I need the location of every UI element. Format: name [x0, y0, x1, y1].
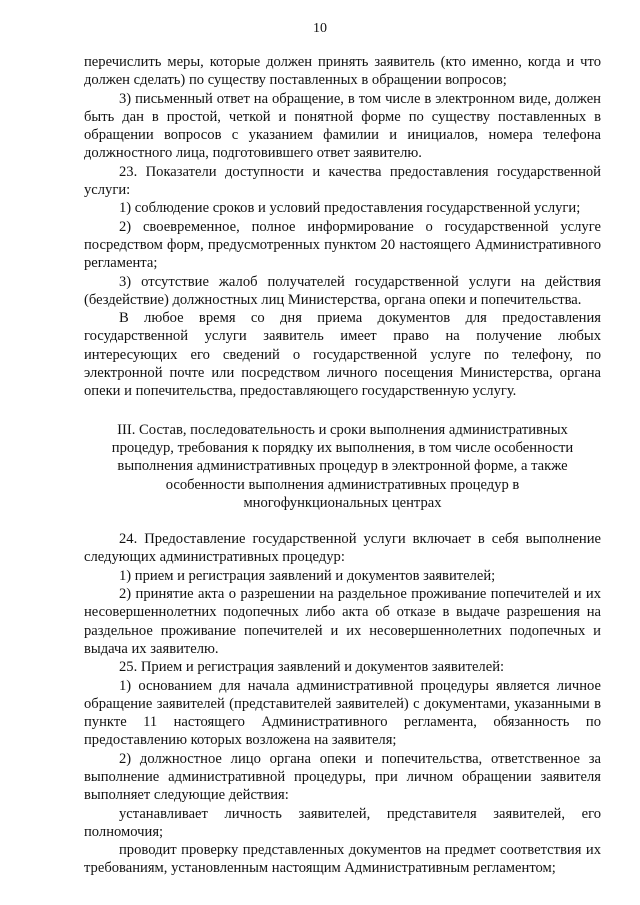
page-number: 10 [313, 21, 327, 36]
paragraph: перечислить меры, которые должен принять заявитель (кто именно, когда и что должен сделать) по существу поставленных в обращении вопросов; [84, 54, 601, 89]
paragraph: 1) соблюдение сроков и условий предоставления государственной услуги; [119, 200, 581, 217]
paragraph: 2) должностное лицо органа опеки и попечительства, ответственное за выполнение административной процедуры, при личном обращении заявителя выполняет следующие действия: [84, 750, 601, 804]
paragraphs-after-section [84, 530, 601, 878]
paragraph: 23. Показатели доступности и качества предоставления государственной услуги: [84, 163, 601, 199]
paragraph: проводит проверку представленных документов на предмет соответствия их требованиям, установленным настоящим Административным регламентом; [84, 842, 601, 877]
paragraph: 3) отсутствие жалоб получателей государственной услуги на действия (бездействие) должностных лиц Министерства, органа опеки и попечительства. [84, 273, 601, 308]
paragraph: устанавливает личность заявителей, представителя заявителей, его полномочия; [84, 805, 601, 840]
document-body [84, 53, 601, 878]
paragraph: 24. Предоставление государственной услуги включает в себя выполнение следующих административных процедур: [84, 531, 601, 566]
section-heading: III. Состав, последовательность и сроки выполнения административных процедур, требования к порядку их выполнения, в том числе особенности выполнения административных процедур в электронной форме, а также особенности выполнения административных процедур в многофункциональных центрах [111, 421, 574, 511]
paragraph: 2) принятие акта о разрешении на раздельное проживание попечителей и их несовершеннолетних подопечных либо акта об отказе в выдаче разрешения на раздельное проживание попечителей и их несовершеннолетних подопечных и выдача их заявителю. [84, 586, 601, 657]
paragraph: 2) своевременное, полное информирование о государственной услуге посредством форм, предусмотренных пунктом 20 настоящего Административного регламента; [84, 218, 601, 272]
paragraph: 1) прием и регистрация заявлений и документов заявителей; [119, 567, 496, 584]
paragraph: 1) основанием для начала административной процедуры является личное обращение заявителей (представителей заявителей) с документами, указанными в пункте 11 настоящего Административного регламента, обязанность по предоставлению которых возложена на заявителя; [84, 677, 601, 749]
paragraph: 25. Прием и регистрация заявлений и документов заявителей: [119, 659, 505, 676]
paragraph: 3) письменный ответ на обращение, в том числе в электронном виде, должен быть дан в простой, четкой и понятной форме по существу поставленных в обращении вопросов с указанием фамилии и инициалов, номера телефона должностного лица, подготовившего ответ заявителю. [84, 90, 601, 162]
paragraph: В любое время со дня приема документов для предоставления государственной услуги заявитель имеет право на получение любых интересующих его сведений о государственной услуге по телефону, по электронной почте или посредством личного посещения Министерства, органа опеки и попечительства, предоставляющего государственную услугу. [84, 310, 601, 400]
paragraphs-before-section [84, 53, 601, 401]
